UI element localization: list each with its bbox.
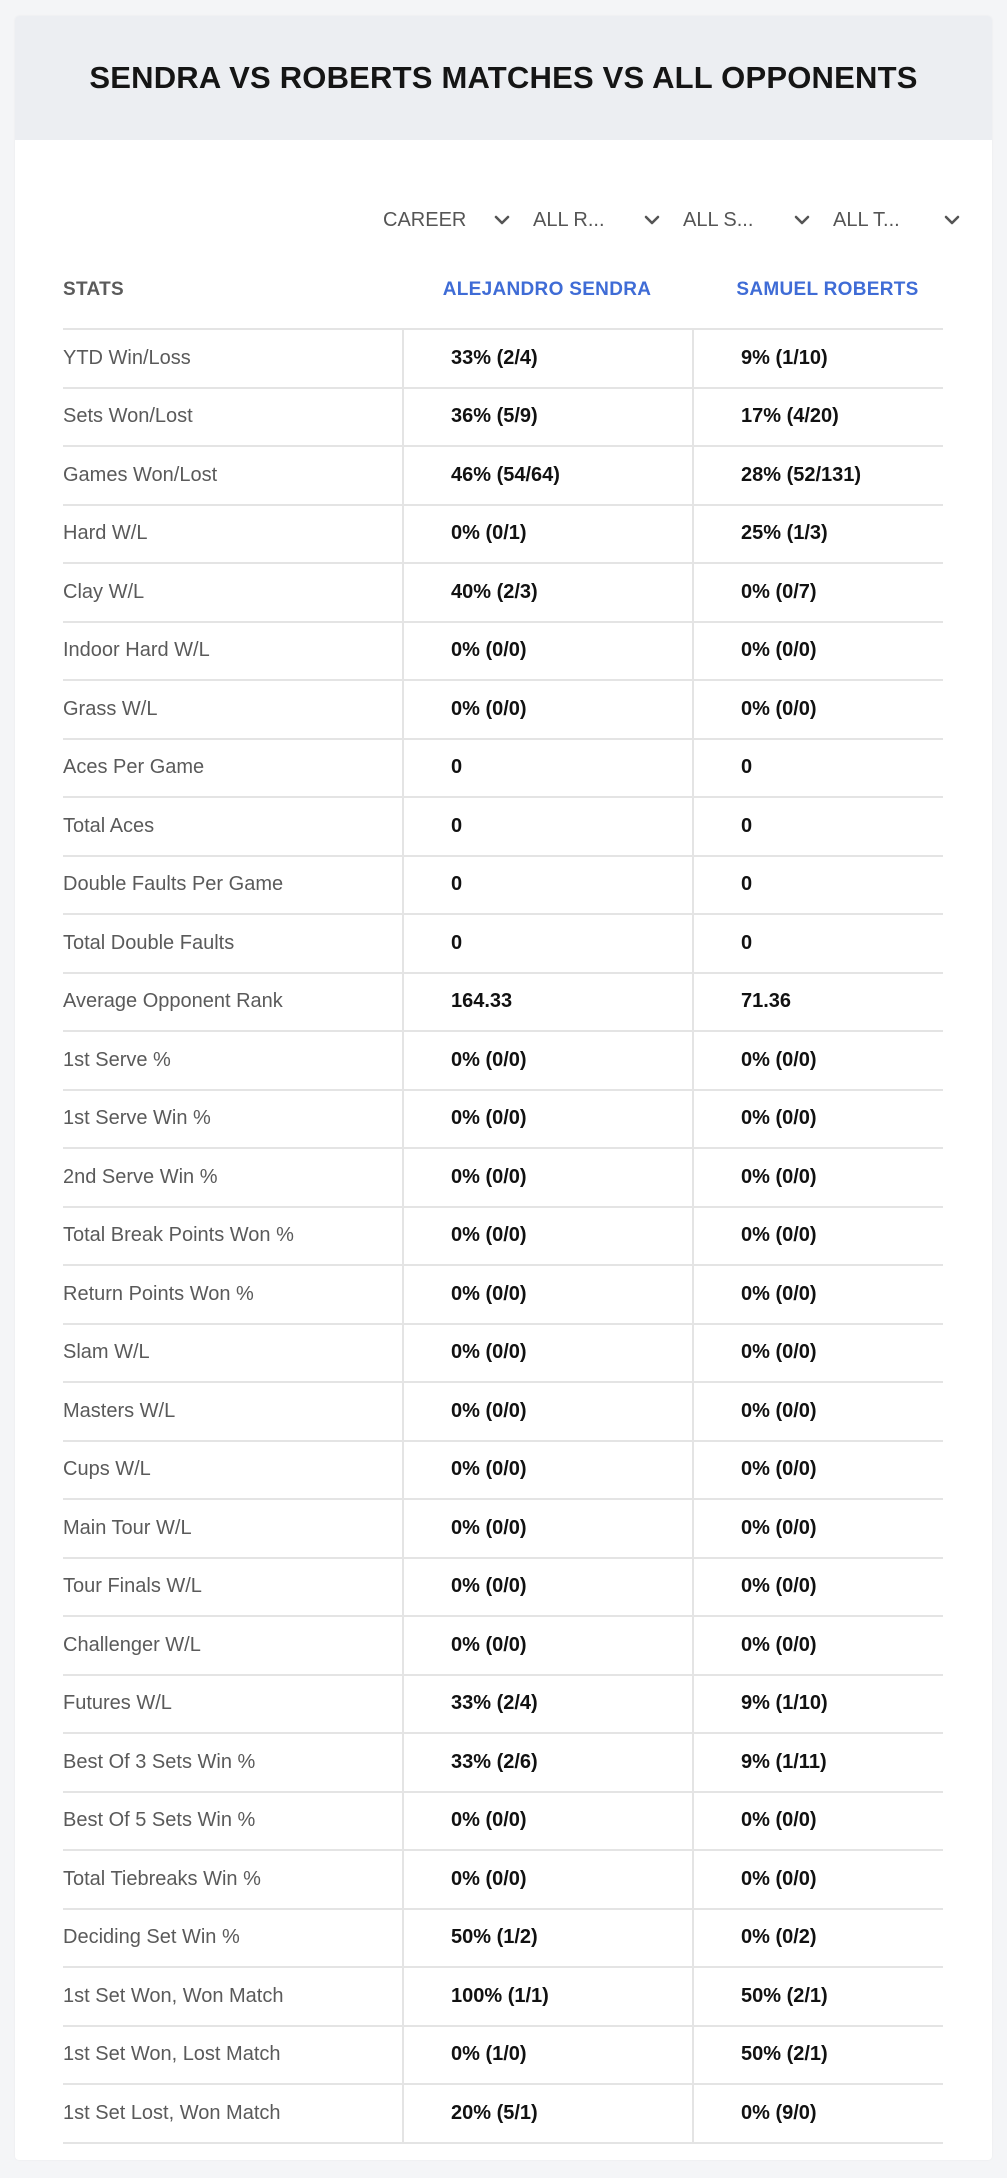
player2-value: 0% (0/0) [692, 1383, 943, 1440]
player2-value: 50% (2/1) [692, 2027, 943, 2084]
player2-value: 0% (0/0) [692, 1793, 943, 1850]
table-row [63, 681, 943, 740]
filter-label: ALL R... [533, 208, 605, 231]
player2-value: 0% (0/0) [692, 1266, 943, 1323]
table-row [63, 1149, 943, 1208]
filter-label: ALL S... [683, 208, 754, 231]
player1-value: 0% (0/0) [402, 681, 692, 738]
player2-value: 0% (0/0) [692, 1617, 943, 1674]
player2-value: 71.36 [692, 974, 943, 1031]
player1-value: 0% (0/0) [402, 1793, 692, 1850]
player1-value: 0% (0/0) [402, 1266, 692, 1323]
stat-label: Tour Finals W/L [63, 1575, 202, 1598]
filter-surfaces-dropdown[interactable] [668, 191, 818, 249]
chevron-down-icon [494, 215, 510, 225]
player2-value: 0% (0/7) [692, 564, 943, 621]
filter-label: ALL T... [833, 208, 900, 231]
table-row [63, 1442, 943, 1501]
player2-value: 0% (0/0) [692, 1208, 943, 1265]
player1-value: 0 [402, 798, 692, 855]
card-header [15, 16, 992, 140]
stat-label: Grass W/L [63, 697, 158, 720]
table-row [63, 740, 943, 799]
stats-table [63, 252, 943, 2144]
player2-value: 50% (2/1) [692, 1968, 943, 2025]
player1-value: 0% (0/0) [402, 1325, 692, 1382]
player1-value: 0% (0/0) [402, 1851, 692, 1908]
table-row [63, 1325, 943, 1384]
player1-value: 0% (0/0) [402, 1208, 692, 1265]
player1-value: 164.33 [402, 974, 692, 1031]
player1-value: 0 [402, 857, 692, 914]
player2-value: 0 [692, 857, 943, 914]
table-row [63, 1559, 943, 1618]
stat-label: Challenger W/L [63, 1633, 201, 1656]
stat-label: Average Opponent Rank [63, 990, 283, 1013]
player2-value: 0% (0/0) [692, 1325, 943, 1382]
stat-label: Best Of 5 Sets Win % [63, 1809, 256, 1832]
table-row [63, 389, 943, 448]
stats-card [15, 16, 992, 2160]
player1-value: 46% (54/64) [402, 447, 692, 504]
player1-value: 0% (0/1) [402, 506, 692, 563]
chevron-down-icon [944, 215, 960, 225]
table-row [63, 1734, 943, 1793]
table-row [63, 857, 943, 916]
table-row [63, 974, 943, 1033]
table-row [63, 1676, 943, 1735]
filter-tournaments-dropdown[interactable] [818, 191, 968, 249]
stat-label: Cups W/L [63, 1458, 151, 1481]
player2-value: 0% (0/0) [692, 1091, 943, 1148]
player2-value: 9% (1/10) [692, 330, 943, 387]
table-row [63, 798, 943, 857]
table-row [63, 1500, 943, 1559]
filter-rounds-dropdown[interactable] [518, 191, 668, 249]
player2-value: 0 [692, 915, 943, 972]
player2-value: 0% (0/0) [692, 1851, 943, 1908]
stat-label: Total Break Points Won % [63, 1224, 294, 1247]
player1-value: 0% (0/0) [402, 623, 692, 680]
player1-value: 0% (0/0) [402, 1617, 692, 1674]
stat-label: Futures W/L [63, 1692, 172, 1715]
stat-label: Main Tour W/L [63, 1516, 192, 1539]
stat-label: Sets Won/Lost [63, 405, 193, 428]
stat-label: 1st Set Lost, Won Match [63, 2101, 281, 2124]
stat-label: Slam W/L [63, 1341, 150, 1364]
page-title: SENDRA VS ROBERTS MATCHES VS ALL OPPONENTS [89, 60, 918, 95]
player2-value: 0% (0/0) [692, 1500, 943, 1557]
stat-label: Clay W/L [63, 580, 145, 603]
table-row [63, 1793, 943, 1852]
table-row [63, 623, 943, 682]
table-row [63, 1617, 943, 1676]
player2-value: 9% (1/11) [692, 1734, 943, 1791]
stat-label: 1st Serve % [63, 1048, 171, 1071]
player1-value: 20% (5/1) [402, 2085, 692, 2142]
table-body [63, 330, 943, 2144]
stat-label: Aces Per Game [63, 756, 205, 779]
player1-value: 0% (0/0) [402, 1500, 692, 1557]
table-row [63, 2027, 943, 2086]
stat-label: Indoor Hard W/L [63, 639, 210, 662]
stats-column-header: STATS [63, 279, 124, 300]
stat-label: Return Points Won % [63, 1282, 254, 1305]
player1-link[interactable]: ALEJANDRO SENDRA [442, 279, 652, 300]
table-row [63, 915, 943, 974]
player1-value: 36% (5/9) [402, 389, 692, 446]
player2-value: 9% (1/10) [692, 1676, 943, 1733]
stat-label: YTD Win/Loss [63, 346, 191, 369]
player2-link[interactable]: SAMUEL ROBERTS [736, 279, 919, 300]
table-row [63, 1032, 943, 1091]
table-header [63, 252, 943, 330]
player1-value: 100% (1/1) [402, 1968, 692, 2025]
player2-value: 0% (0/0) [692, 1442, 943, 1499]
table-row [63, 1383, 943, 1442]
player2-value: 0% (0/0) [692, 1032, 943, 1089]
stat-label: Hard W/L [63, 522, 148, 545]
chevron-down-icon [794, 215, 810, 225]
player1-value: 0% (0/0) [402, 1032, 692, 1089]
player1-value: 33% (2/6) [402, 1734, 692, 1791]
player1-value: 0% (0/0) [402, 1383, 692, 1440]
player2-value: 0% (0/0) [692, 1149, 943, 1206]
table-row [63, 1968, 943, 2027]
filter-label: CAREER [383, 208, 467, 231]
player2-value: 17% (4/20) [692, 389, 943, 446]
player1-value: 0% (0/0) [402, 1149, 692, 1206]
player2-value: 25% (1/3) [692, 506, 943, 563]
player2-value: 0% (0/0) [692, 681, 943, 738]
player2-value: 28% (52/131) [692, 447, 943, 504]
stat-label: 1st Set Won, Won Match [63, 1984, 284, 2007]
filter-period-dropdown[interactable] [368, 191, 518, 249]
table-row [63, 1910, 943, 1969]
player2-value: 0% (9/0) [692, 2085, 943, 2142]
player2-value: 0% (0/0) [692, 623, 943, 680]
stat-label: 1st Serve Win % [63, 1107, 211, 1130]
stat-label: Total Double Faults [63, 931, 235, 954]
player1-value: 0% (1/0) [402, 2027, 692, 2084]
stat-label: Masters W/L [63, 1399, 176, 1422]
stat-label: Total Aces [63, 814, 155, 837]
player1-value: 0 [402, 915, 692, 972]
player1-value: 33% (2/4) [402, 1676, 692, 1733]
stat-label: Best Of 3 Sets Win % [63, 1750, 256, 1773]
table-row [63, 447, 943, 506]
table-row [63, 564, 943, 623]
stat-label: Deciding Set Win % [63, 1926, 240, 1949]
table-row [63, 330, 943, 389]
stat-label: Double Faults Per Game [63, 873, 284, 896]
player1-value: 0 [402, 740, 692, 797]
chevron-down-icon [644, 215, 660, 225]
player1-value: 40% (2/3) [402, 564, 692, 621]
player1-value: 50% (1/2) [402, 1910, 692, 1967]
table-row [63, 1851, 943, 1910]
stat-label: 2nd Serve Win % [63, 1165, 218, 1188]
stat-label: Total Tiebreaks Win % [63, 1867, 261, 1890]
player2-value: 0 [692, 740, 943, 797]
stat-label: 1st Set Won, Lost Match [63, 2043, 281, 2066]
filter-bar [368, 191, 968, 249]
table-row [63, 506, 943, 565]
player2-value: 0% (0/0) [692, 1559, 943, 1616]
player1-value: 0% (0/0) [402, 1442, 692, 1499]
player1-value: 33% (2/4) [402, 330, 692, 387]
player1-value: 0% (0/0) [402, 1091, 692, 1148]
player1-value: 0% (0/0) [402, 1559, 692, 1616]
table-row [63, 1208, 943, 1267]
table-row [63, 1266, 943, 1325]
player2-value: 0% (0/2) [692, 1910, 943, 1967]
table-row [63, 2085, 943, 2144]
table-row [63, 1091, 943, 1150]
player2-value: 0 [692, 798, 943, 855]
stat-label: Games Won/Lost [63, 463, 218, 486]
